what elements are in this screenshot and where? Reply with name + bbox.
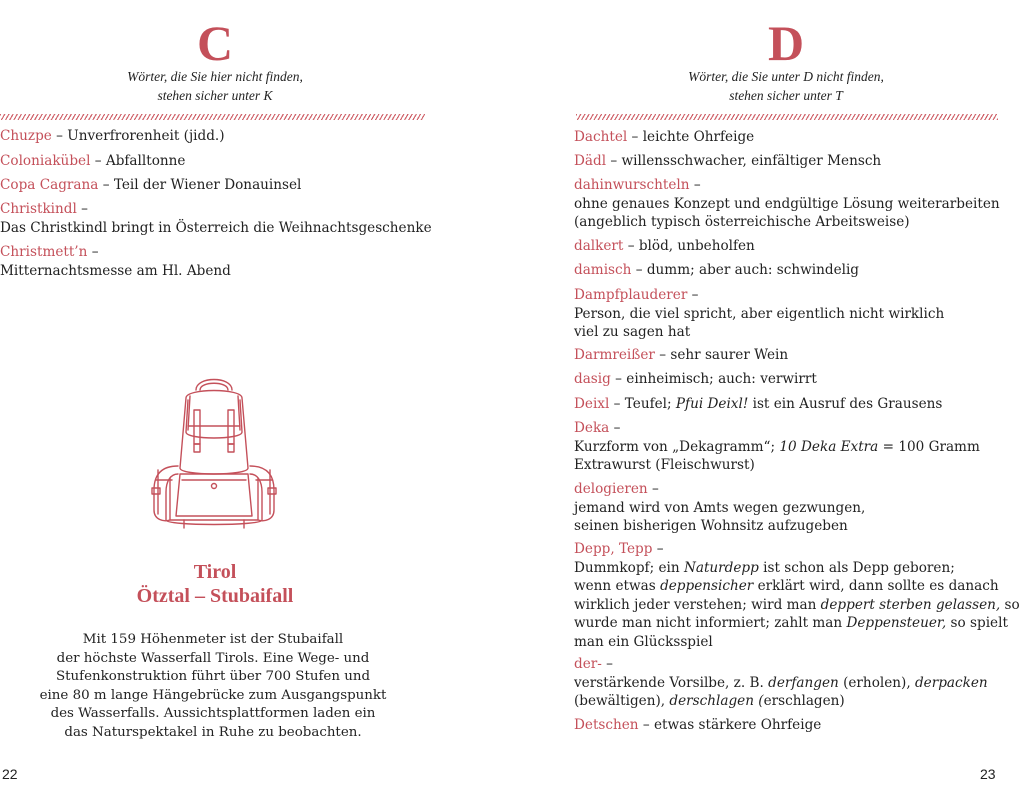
section-subtitle-line1: Wörter, die Sie hier nicht finden,	[127, 69, 303, 84]
entry-definition: Dummkopf; ein	[574, 559, 684, 576]
glossary-entry	[0, 243, 231, 280]
glossary-entry	[574, 370, 817, 389]
entry-term: delogieren	[574, 481, 648, 497]
glossary-entry	[574, 346, 788, 365]
glossary-entry	[574, 152, 881, 171]
entry-term: Detschen	[574, 717, 639, 733]
glossary-entry	[574, 419, 980, 475]
entry-definition-italic: Naturdepp	[683, 559, 759, 576]
entry-definition: etwas stärkere Ohrfeige	[654, 717, 822, 733]
glossary-entry	[574, 176, 1000, 232]
glossary-entry	[0, 152, 185, 171]
entry-definition: Mitternachtsmesse am Hl. Abend	[0, 262, 231, 279]
section-letter-d: D	[767, 15, 805, 71]
entry-definition: wurde man nicht informiert; zahlt man	[574, 615, 847, 631]
entry-sep: –	[654, 347, 671, 363]
entry-definition: Kurzform von „Dekagramm“;	[574, 438, 780, 455]
entry-definition: Teufel;	[624, 396, 676, 412]
entry-sep: –	[627, 129, 643, 145]
entry-sep: –	[76, 201, 88, 217]
page-number: 23	[980, 766, 996, 782]
entry-definition-italic: Deppensteuer,	[846, 615, 947, 631]
glossary-entry	[574, 395, 942, 414]
text-line: Mit 159 Höhenmeter ist der Stubaifall	[82, 632, 344, 647]
entry-term: Dädl	[574, 153, 607, 169]
entry-term: der-	[574, 656, 602, 672]
entry-sep: –	[689, 177, 701, 193]
entry-sep: –	[631, 262, 647, 278]
entry-term: dasig	[574, 371, 611, 387]
entry-definition-italic: 10 Deka Extra	[779, 438, 879, 455]
glossary-entry	[574, 237, 755, 256]
entry-definition: erklärt wird, dann sollte es danach	[753, 578, 999, 594]
hatch-divider	[0, 114, 425, 120]
entry-term: Dachtel	[574, 129, 628, 145]
entry-definition: verstärkende Vorsilbe, z. B.	[574, 674, 769, 691]
entry-term: Coloniakübel	[0, 153, 91, 169]
entry-term: Chuzpe	[0, 128, 52, 144]
glossary-entry	[574, 655, 988, 711]
entry-definition: Abfalltonne	[105, 153, 186, 169]
entry-term: Christmett’n	[0, 244, 88, 260]
glossary-entry	[574, 128, 754, 147]
entry-definition-italic: derschlagen (	[669, 693, 764, 709]
region-subtitle: Ötztal – Stubaifall	[136, 585, 294, 607]
page-number: 22	[2, 766, 18, 782]
text-line: das Naturspektakel in Ruhe zu beobachten.	[64, 724, 362, 740]
text-line: Stufenkonstruktion führt über 700 Stufen und	[55, 669, 371, 684]
entry-sep: –	[606, 153, 622, 169]
entry-sep: –	[51, 128, 68, 144]
entry-definition: so	[1000, 596, 1020, 613]
right-page	[574, 0, 1020, 800]
entry-definition: so spielt	[946, 615, 1008, 631]
entry-definition: dumm; aber auch: schwindelig	[646, 262, 860, 278]
entry-definition-italic: derpacken	[914, 674, 988, 691]
entry-term: Dampfplauderer	[574, 287, 688, 303]
section-subtitle-line1: Wörter, die Sie unter D nicht finden,	[688, 69, 884, 84]
entry-definition: (erholen),	[838, 674, 915, 691]
text-line: der höchste Wasserfall Tirols. Eine Wege- und	[56, 650, 370, 666]
region-title: Tirol	[193, 561, 237, 583]
section-subtitle-line2: stehen sicher unter T	[729, 88, 843, 103]
entry-definition: Teil der Wiener Donauinsel	[113, 177, 302, 193]
text-line: eine 80 m lange Hängebrücke zum Ausgangspunkt	[39, 687, 387, 703]
entry-definition: = 100 Gramm	[878, 438, 980, 455]
text-line: des Wasserfalls. Aussichtsplattformen laden ein	[50, 706, 376, 721]
entry-definition: ist ein Ausruf des Grausens	[748, 396, 943, 412]
entry-sep: –	[87, 244, 99, 260]
section-letter-c: C	[196, 15, 234, 71]
entry-definition: Extrawurst (Fleischwurst)	[574, 457, 755, 473]
entry-definition: (bewältigen),	[574, 693, 670, 709]
entry-sep: –	[609, 420, 621, 436]
entry-term: Deixl	[574, 396, 610, 412]
entry-definition: blöd, unbeholfen	[638, 238, 755, 254]
glossary-entry	[574, 540, 1020, 651]
entry-sep: –	[647, 481, 659, 497]
entry-definition-italic: Pfui Deixl!	[675, 396, 749, 412]
glossary-entry	[574, 716, 821, 735]
entry-definition-italic: deppensicher	[660, 578, 754, 594]
entry-definition-italic: derfangen	[768, 674, 839, 691]
entry-definition: Unverfrorenheit (jidd.)	[67, 128, 225, 144]
glossary-entry	[0, 127, 225, 146]
entry-definition: jemand wird von Amts wegen gezwungen,	[574, 499, 866, 516]
backpack-icon	[148, 370, 280, 532]
entry-term: Depp, Tepp	[574, 541, 653, 557]
entry-sep: –	[687, 287, 699, 303]
entry-term: damisch	[574, 262, 632, 278]
entry-definition: ist schon als Depp geboren;	[758, 559, 955, 576]
entry-definition: leichte Ohrfeige	[642, 129, 755, 145]
entry-definition: seinen bisherigen Wohnsitz aufzugeben	[574, 518, 848, 534]
entry-term: Copa Cagrana	[0, 177, 99, 193]
entry-term: dahinwurschteln	[574, 177, 690, 193]
entry-sep: –	[638, 717, 655, 733]
left-page	[0, 0, 430, 800]
entry-definition: (angeblich typisch österreichische Arbeitsweise)	[574, 214, 910, 230]
section-subtitle-line2: stehen sicher unter K	[157, 88, 273, 103]
entry-sep: –	[610, 371, 627, 387]
entry-definition: Das Christkindl bringt in Österreich die Weihnachtsgeschenke	[0, 219, 432, 236]
glossary-entry	[0, 200, 432, 237]
entry-definition: wenn etwas	[574, 578, 661, 594]
entry-definition: erschlagen)	[763, 693, 845, 709]
entry-sep: –	[601, 656, 613, 672]
entry-definition: sehr saurer Wein	[670, 347, 789, 363]
entry-definition-italic: deppert sterben gelassen,	[820, 596, 1001, 613]
entry-definition: Person, die viel spricht, aber eigentlich nicht wirklich	[574, 305, 945, 322]
entry-sep: –	[623, 238, 639, 254]
entry-sep: –	[652, 541, 664, 557]
glossary-entry	[574, 286, 944, 342]
entry-sep: –	[609, 396, 625, 412]
entry-term: Christkindl	[0, 201, 77, 217]
entry-definition: wirklich jeder verstehen; wird man	[574, 596, 821, 613]
entry-definition: ohne genaues Konzept und endgültige Lösung weiterarbeiten	[574, 195, 1000, 212]
entry-sep: –	[98, 177, 114, 193]
glossary-entry	[574, 480, 865, 536]
entry-term: Deka	[574, 420, 610, 436]
entry-term: Darmreißer	[574, 347, 655, 363]
glossary-entry	[574, 261, 859, 280]
entry-term: dalkert	[574, 238, 624, 254]
hatch-divider	[576, 114, 998, 120]
entry-definition: willensschwacher, einfältiger Mensch	[621, 153, 882, 169]
entry-sep: –	[90, 153, 106, 169]
region-description	[0, 631, 426, 742]
entry-definition: einheimisch; auch: verwirrt	[626, 371, 817, 387]
glossary-entry	[0, 176, 301, 195]
entry-definition: man ein Glücksspiel	[574, 633, 713, 650]
entry-definition: viel zu sagen hat	[574, 324, 691, 340]
